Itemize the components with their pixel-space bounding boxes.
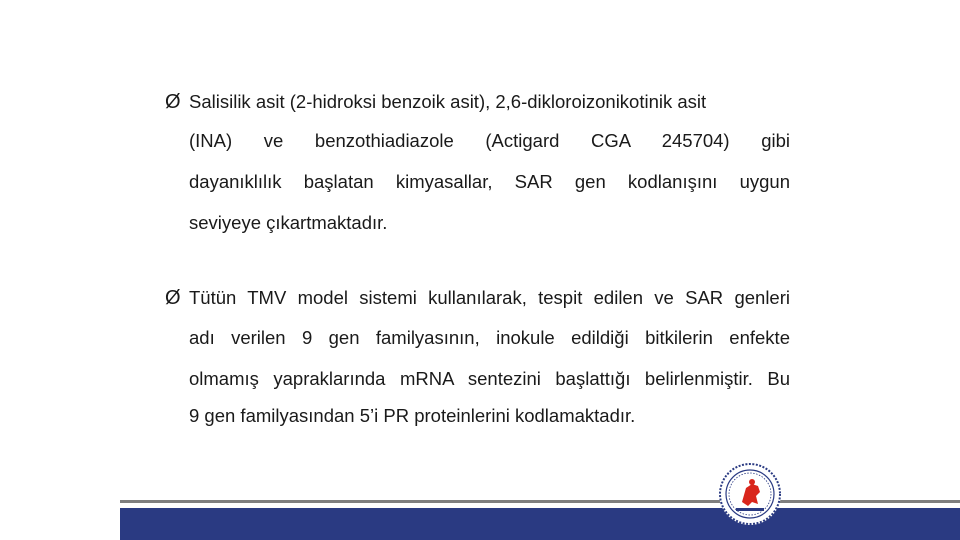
bullet-1-line-3: dayanıklılık başlatan kimyasallar, SAR gen kodlanışını uygun bbox=[189, 171, 790, 192]
bullet-1-line-2: (INA) ve benzothiadiazole (Actigard CGA 245704) gibi bbox=[189, 130, 790, 151]
bullet-1-line-4: seviyeye çıkartmaktadır. bbox=[189, 212, 388, 233]
bullet-2-line-1: Tütün TMV model sistemi kullanılarak, tespit edilen ve SAR genleri bbox=[189, 287, 790, 308]
bullet-1-line-1: Salisilik asit (2-hidroksi benzoik asit), 2,6-dikloroizonikotinik asit bbox=[189, 91, 707, 112]
bullet-2-line-2: adı verilen 9 gen familyasının, inokule edildiği bitkilerin enfekte bbox=[189, 327, 790, 348]
footer-divider bbox=[120, 500, 960, 503]
bullet-2-line-4: 9 gen familyasından 5’i PR proteinlerini kodlamaktadır. bbox=[189, 405, 636, 426]
bullet-2-line-3: olmamış yapraklarında mRNA sentezini başlattığı belirlenmiştir. Bu bbox=[189, 368, 790, 389]
university-seal-icon bbox=[718, 462, 782, 526]
arrow-bullet-icon: Ø bbox=[165, 91, 181, 113]
arrow-bullet-icon: Ø bbox=[165, 287, 181, 309]
footer-bar bbox=[120, 508, 960, 540]
